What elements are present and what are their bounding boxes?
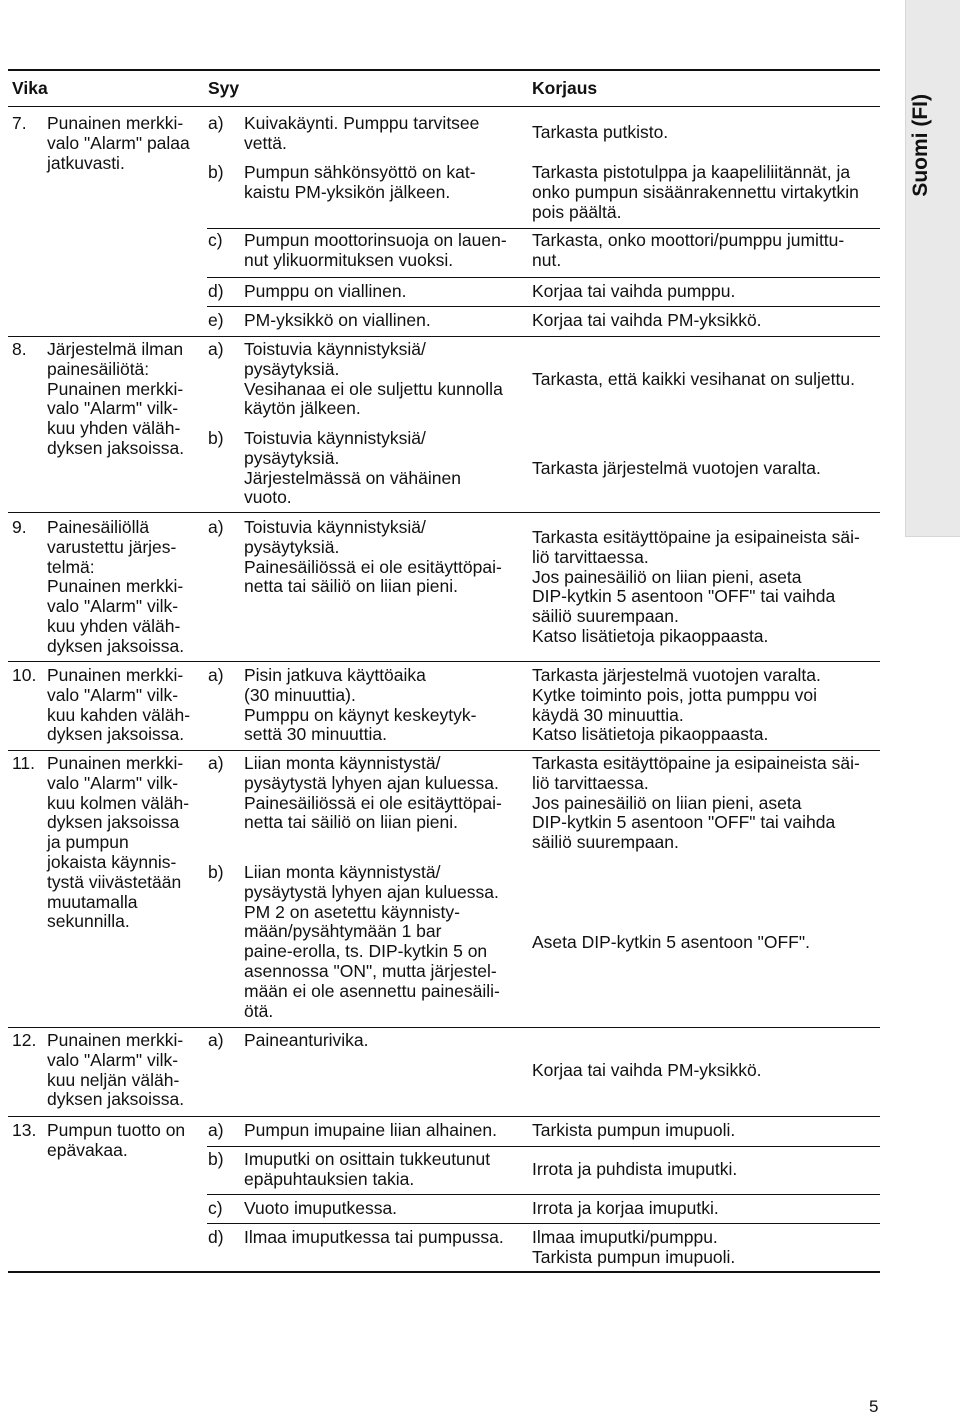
cause-letter: a) <box>208 1120 224 1140</box>
remedy-text: Korjaa tai vaihda PM-yksikkö. <box>532 1060 762 1080</box>
row-rule <box>8 750 880 751</box>
language-tab <box>905 0 960 537</box>
row-rule <box>8 336 880 337</box>
fault-description: Järjestelmä ilman painesäiliötä: Punainen merkki- valo "Alarm" vilk- kuu yhden väläh- dyksen jaksoissa. <box>47 339 185 458</box>
cause-text: Liian monta käynnistystä/ pysäytystä lyhyen ajan kuluessa. PM 2 on asetettu käynnisty- mään/pysähtymään 1 bar paine-erolla, ts. DIP-kytkin 5 on asennossa "ON", mutta järjestel- mään ei ole asennettu painesäili- ötä. <box>244 862 500 1021</box>
remedy-text: Irrota ja korjaa imuputki. <box>532 1198 719 1218</box>
fault-number: 13. <box>12 1120 37 1140</box>
cause-rule <box>207 228 880 229</box>
fault-description: Punainen merkki- valo "Alarm" vilk- kuu kolmen väläh- dyksen jaksoissa ja pumpun jokaista käynnis- tystä viivästetään muutamalla sekunnilla. <box>47 753 190 932</box>
row-rule <box>8 1027 880 1028</box>
cause-text: Imuputki on osittain tukkeutunut epäpuhtauksien takia. <box>244 1149 491 1189</box>
fault-number: 9. <box>12 517 27 537</box>
cause-text: Pumpun imupaine liian alhainen. <box>244 1120 497 1140</box>
fault-description: Punainen merkki- valo "Alarm" vilk- kuu kahden väläh- dyksen jaksoissa. <box>47 665 191 745</box>
fault-number: 11. <box>12 753 36 773</box>
cause-text: Kuivakäynti. Pumppu tarvitsee vettä. <box>244 113 480 153</box>
cause-letter: a) <box>208 1030 224 1050</box>
cause-rule <box>207 306 880 307</box>
cause-text: Toistuvia käynnistyksiä/ pysäytyksiä. Vesihanaa ei ole suljettu kunnolla käytön jälkeen. <box>244 339 503 419</box>
fault-description: Painesäiliöllä varustettu järjes- telmä: Punainen merkki- valo "Alarm" vilk- kuu yhden väläh- dyksen jaksoissa. <box>47 517 185 656</box>
column-header-korjaus: Korjaus <box>532 78 598 98</box>
language-tab-label: Suomi (FI) <box>909 94 932 197</box>
header-rule <box>8 106 880 107</box>
column-header-syy: Syy <box>208 78 240 98</box>
cause-text: Pisin jatkuva käyttöaika (30 minuuttia). Pumppu on käynyt keskeytyk- settä 30 minuuttia. <box>244 665 477 745</box>
row-rule <box>8 661 880 662</box>
remedy-text: Tarkista pumpun imupuoli. <box>532 1120 736 1140</box>
cause-rule <box>207 1223 880 1224</box>
page-number: 5 <box>869 1397 879 1416</box>
cause-letter: a) <box>208 517 224 537</box>
fault-number: 8. <box>12 339 27 359</box>
cause-letter: b) <box>208 162 224 182</box>
cause-text: Pumppu on viallinen. <box>244 281 407 301</box>
row-rule <box>8 1116 880 1117</box>
fault-number: 12. <box>12 1030 37 1050</box>
remedy-text: Tarkasta, onko moottori/pumppu jumittu- nut. <box>532 230 845 270</box>
remedy-text: Tarkasta, että kaikki vesihanat on suljettu. <box>532 369 855 389</box>
cause-letter: a) <box>208 665 224 685</box>
cause-letter: c) <box>208 230 223 250</box>
cause-letter: e) <box>208 310 224 330</box>
remedy-text: Tarkasta esitäyttöpaine ja esipaineista säi- liö tarvittaessa. Jos painesäiliö on liian pieni, aseta DIP-kytkin 5 asentoon "OFF" tai vaihda säiliö suurempaan. <box>532 753 860 853</box>
remedy-text: Tarkasta järjestelmä vuotojen varalta. Kytke toiminto pois, jotta pumppu voi käydä 30 minuuttia. Katso lisätietoja pikaoppaasta. <box>532 665 821 745</box>
cause-letter: b) <box>208 1149 224 1169</box>
remedy-text: Korjaa tai vaihda pumppu. <box>532 281 736 301</box>
cause-rule <box>207 1194 880 1195</box>
fault-description: Punainen merkki- valo "Alarm" palaa jatkuvasti. <box>47 113 190 173</box>
cause-text: Liian monta käynnistystä/ pysäytystä lyhyen ajan kuluessa. Painesäiliössä ei ole esitäyttöpai- netta tai säiliö on liian pieni. <box>244 753 502 833</box>
remedy-text: Tarkasta pistotulppa ja kaapeliliitännät, ja onko pumpun sisäänrakennettu virtakytkin pois päältä. <box>532 162 859 222</box>
remedy-text: Tarkasta esitäyttöpaine ja esipaineista säi- liö tarvittaessa. Jos painesäiliö on liian pieni, aseta DIP-kytkin 5 asentoon "OFF" tai vaihda säiliö suurempaan. Katso lisätietoja pikaoppaasta. <box>532 527 860 646</box>
remedy-text: Irrota ja puhdista imuputki. <box>532 1159 738 1179</box>
cause-letter: a) <box>208 753 224 773</box>
cause-text: Ilmaa imuputkessa tai pumpussa. <box>244 1227 504 1247</box>
cause-letter: a) <box>208 113 224 133</box>
remedy-text: Tarkasta putkisto. <box>532 122 669 142</box>
cause-text: Pumpun sähkönsyöttö on kat- kaistu PM-yksikön jälkeen. <box>244 162 476 202</box>
cause-letter: c) <box>208 1198 223 1218</box>
cause-letter: b) <box>208 862 224 882</box>
cause-text: Paineanturivika. <box>244 1030 369 1050</box>
remedy-text: Korjaa tai vaihda PM-yksikkö. <box>532 310 762 330</box>
cause-text: Toistuvia käynnistyksiä/ pysäytyksiä. Painesäiliössä ei ole esitäyttöpai- netta tai säiliö on liian pieni. <box>244 517 502 597</box>
column-header-vika: Vika <box>12 78 48 98</box>
cause-text: Toistuvia käynnistyksiä/ pysäytyksiä. Järjestelmässä on vähäinen vuoto. <box>244 428 461 508</box>
cause-text: Pumpun moottorinsuoja on lauen- nut ylikuormituksen vuoksi. <box>244 230 507 270</box>
table-bottom-rule <box>8 1271 880 1273</box>
fault-description: Punainen merkki- valo "Alarm" vilk- kuu neljän väläh- dyksen jaksoissa. <box>47 1030 185 1110</box>
cause-rule <box>207 1146 880 1147</box>
cause-text: PM-yksikkö on viallinen. <box>244 310 431 330</box>
cause-letter: a) <box>208 339 224 359</box>
cause-rule <box>207 277 880 278</box>
remedy-text: Ilmaa imuputki/pumppu. Tarkista pumpun imupuoli. <box>532 1227 736 1267</box>
cause-letter: b) <box>208 428 224 448</box>
fault-description: Pumpun tuotto on epävakaa. <box>47 1120 186 1160</box>
cause-text: Vuoto imuputkessa. <box>244 1198 398 1218</box>
remedy-text: Aseta DIP-kytkin 5 asentoon "OFF". <box>532 932 810 952</box>
table-top-rule <box>8 69 880 71</box>
cause-letter: d) <box>208 1227 224 1247</box>
fault-number: 10. <box>12 665 37 685</box>
remedy-text: Tarkasta järjestelmä vuotojen varalta. <box>532 458 821 478</box>
fault-number: 7. <box>12 113 27 133</box>
row-rule <box>8 512 880 513</box>
cause-letter: d) <box>208 281 224 301</box>
